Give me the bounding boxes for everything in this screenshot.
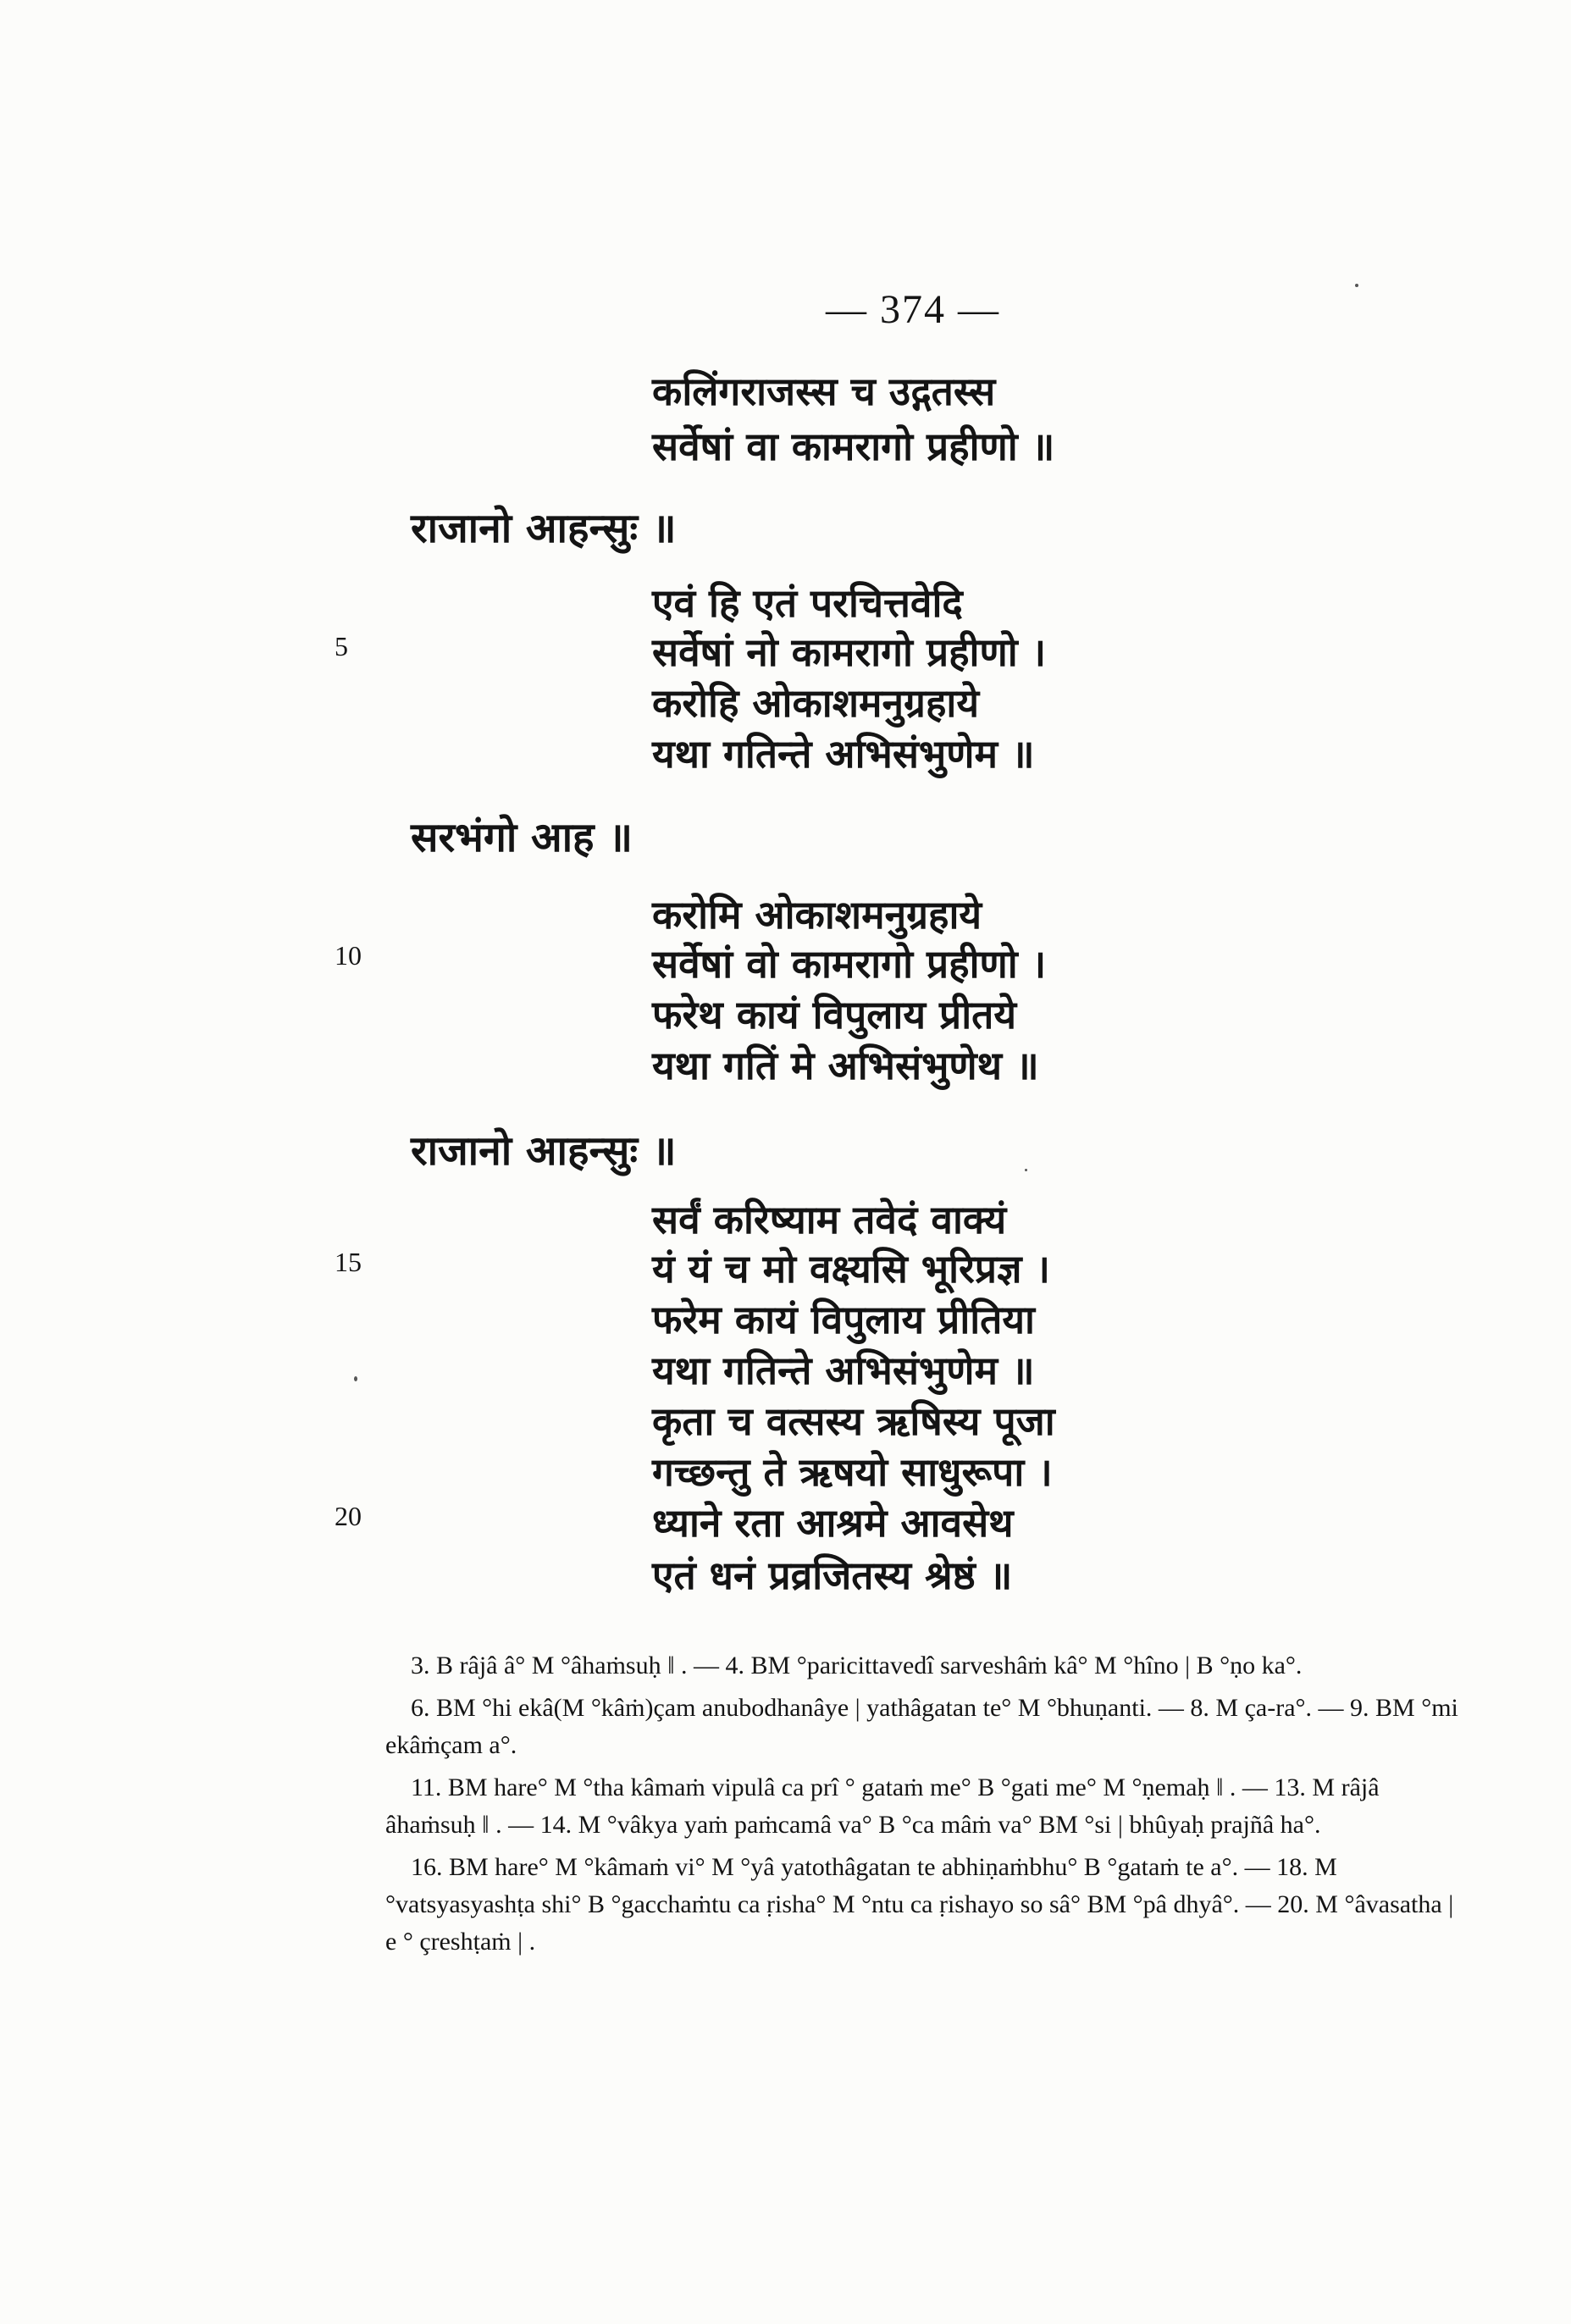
verse-line: ध्याने रता आश्रमे आवसेथ	[652, 1500, 1014, 1546]
verse-line: सर्वेषां वा कामरागो प्रहीणो ॥	[652, 423, 1055, 469]
speaker-heading: राजानो आहन्सुः ॥	[411, 505, 677, 552]
verse-line: एवं हि एतं परचित्तवेदि	[652, 580, 963, 626]
print-speck	[1025, 1169, 1027, 1171]
verse-line: यथा गतिं मे अभिसंभुणेथ ॥	[652, 1043, 1039, 1088]
verse-line: करोमि ओकाशमनुग्रहाये	[652, 892, 982, 938]
verse-line: करोहि ओकाशमनुग्रहाये	[652, 680, 979, 726]
verse-line: सर्वेषां वो कामरागो प्रहीणो ।	[652, 941, 1047, 987]
verse-line: गच्छन्तु ते ऋषयो साधुरूपा ।	[652, 1449, 1053, 1495]
line-number: 5	[335, 631, 348, 661]
verse-line: कलिंगराजस्स च उद्गतस्स	[652, 368, 996, 414]
footnote: 6. BM °hi ekâ(M °kâṁ)çam anubodhanâye | yathâgatan te° M °bhuṇanti. — 8. M ça-ra°. — 9. BM °mi ekâṁçam a°.	[385, 1694, 1458, 1759]
verse-line: फरेथ कायं विपुलाय प्रीतये	[652, 992, 1017, 1038]
footnote: 3. B râjâ â° M °âhaṁsuḥ ‖ . — 4. BM °paricittavedî sarveshâṁ kâ° M °hîno | B °ṇo ka°.	[411, 1652, 1303, 1679]
print-speck	[354, 1376, 357, 1381]
page-number: — 374 —	[826, 287, 1000, 332]
verse-line: एतं धनं प्रव्रजितस्य श्रेष्ठं ॥	[652, 1552, 1013, 1598]
footnotes	[385, 1647, 1461, 1966]
verse-line: कृता च वत्सस्य ऋषिस्य पूजा	[652, 1398, 1055, 1444]
verse-line: फरेम कायं विपुलाय प्रीतिया	[652, 1297, 1035, 1342]
verse-line: सर्वं करिष्याम तवेदं वाक्यं	[652, 1197, 1007, 1242]
verse-line: यथा गतिन्ते अभिसंभुणेम ॥	[652, 731, 1035, 777]
line-number: 15	[335, 1247, 362, 1277]
line-number: 10	[335, 940, 362, 971]
speaker-heading: सरभंगो आह ॥	[411, 814, 633, 861]
footnote: 16. BM hare° M °kâmaṁ vi° M °yâ yatothâgatan te abhiṇaṁbhu° B °gataṁ te a°. — 18. M °vatsyasyashṭa shi° B °gacchaṁtu ca ṛisha° M °ntu ca ṛishayo so sâ° BM °pâ dhyâ°. — 20. M °âvasatha | e ° çreshṭaṁ | .	[385, 1853, 1454, 1956]
speaker-heading: राजानो आहन्सुः ॥	[411, 1127, 677, 1175]
print-speck	[1355, 284, 1358, 287]
footnote: 11. BM hare° M °tha kâmaṁ vipulâ ca prî ° gataṁ me° B °gati me° M °ṇemaḥ ‖ . — 13. M râjâ âhaṁsuḥ ‖ . — 14. M °vâkya yaṁ paṁcamâ va° B °ca mâṁ va° BM °si | bhûyaḥ prajñâ ha°.	[385, 1773, 1380, 1839]
verse-line: यथा गतिन्ते अभिसंभुणेम ॥	[652, 1347, 1035, 1393]
verse-line: यं यं च मो वक्ष्यसि भूरिप्रज्ञ ।	[652, 1246, 1050, 1292]
line-number: 20	[335, 1501, 362, 1531]
verse-line: सर्वेषां नो कामरागो प्रहीणो ।	[652, 629, 1047, 675]
